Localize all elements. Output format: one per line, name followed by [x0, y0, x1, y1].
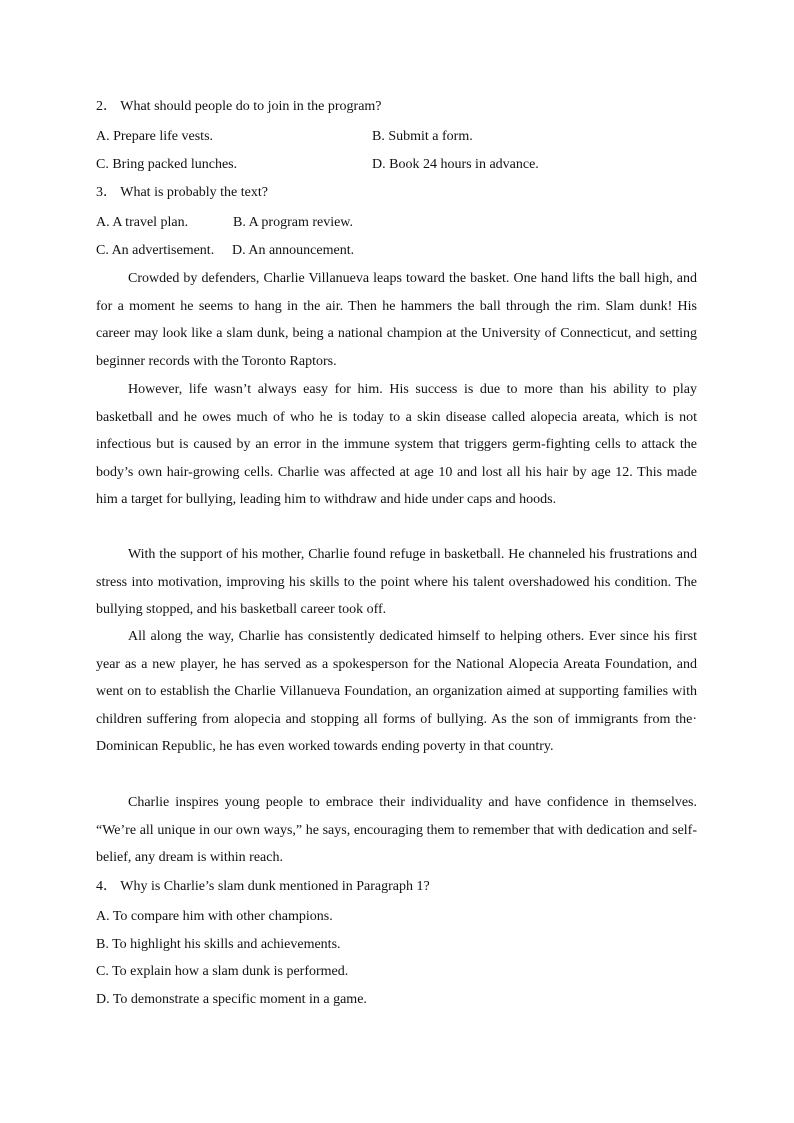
- passage-paragraph-4: All along the way, Charlie has consistently dedicated himself to helping others. Ever since his first year as a new player, he has served as a spokesperson for the National Alopecia Areata Foundation, and went on to establish the Charlie Villanueva Foundation, an organization aimed at supporting families with children suffering from alopecia and stopping all forms of bullying. As the son of immigrants from the· Dominican Republic, he has even worked towards ending poverty in that country.: [96, 629, 697, 755]
- question-3-option-c: C. An advertisement.: [96, 243, 215, 258]
- question-3-option-d: D. An announcement.: [232, 243, 355, 258]
- question-3-option-a: A. A travel plan.: [96, 215, 189, 230]
- question-2-option-d: D. Book 24 hours in advance.: [372, 157, 539, 172]
- passage-paragraph-5: Charlie inspires young people to embrace their individuality and have confidence in themselves. “We’re all unique in our own ways,” he says, encouraging them to remember that with dedication and self-belief, any dream is within reach.: [96, 795, 697, 866]
- question-3-option-b: B. A program review.: [233, 215, 354, 230]
- passage-paragraph-3: With the support of his mother, Charlie found refuge in basketball. He channeled his frustrations and stress into motivation, improving his skills to the point where his talent overshadowed his condition. The bullying stopped, and his basketball career took off.: [96, 547, 697, 618]
- passage-paragraph-2: However, life wasn’t always easy for him. His success is due to more than his ability to play basketball and he owes much of who he is today to a skin disease called alopecia areata, which is not infectious but is caused by an error in the immune system that triggers germ-fighting cells to attack the body’s own hair-growing cells. Charlie was affected at age 10 and lost all his hair by age 12. This made him a target for bullying, leading him to withdraw and hide under caps and hoods.: [96, 382, 697, 508]
- question-4-stem: 4． Why is Charlie’s slam dunk mentioned in Paragraph 1?: [96, 879, 430, 894]
- question-3-stem: 3． What is probably the text?: [96, 185, 268, 200]
- question-4-option-c: C. To explain how a slam dunk is performed.: [96, 964, 349, 979]
- question-4-option-b: B. To highlight his skills and achievements.: [96, 937, 341, 952]
- question-2-option-c: C. Bring packed lunches.: [96, 157, 238, 172]
- question-2-option-a: A. Prepare life vests.: [96, 129, 214, 144]
- question-4-option-d: D. To demonstrate a specific moment in a game.: [96, 992, 367, 1007]
- question-2-stem: 2． What should people do to join in the program?: [96, 99, 382, 114]
- passage-paragraph-1: Crowded by defenders, Charlie Villanueva leaps toward the basket. One hand lifts the ball high, and for a moment he seems to hang in the air. Then he hammers the ball through the rim. Slam dunk! His career may look like a slam dunk, being a national champion at the University of Connecticut, and setting beginner records with the Toronto Raptors.: [96, 271, 697, 369]
- question-4-option-a: A. To compare him with other champions.: [96, 909, 333, 924]
- question-2-option-b: B. Submit a form.: [372, 129, 473, 144]
